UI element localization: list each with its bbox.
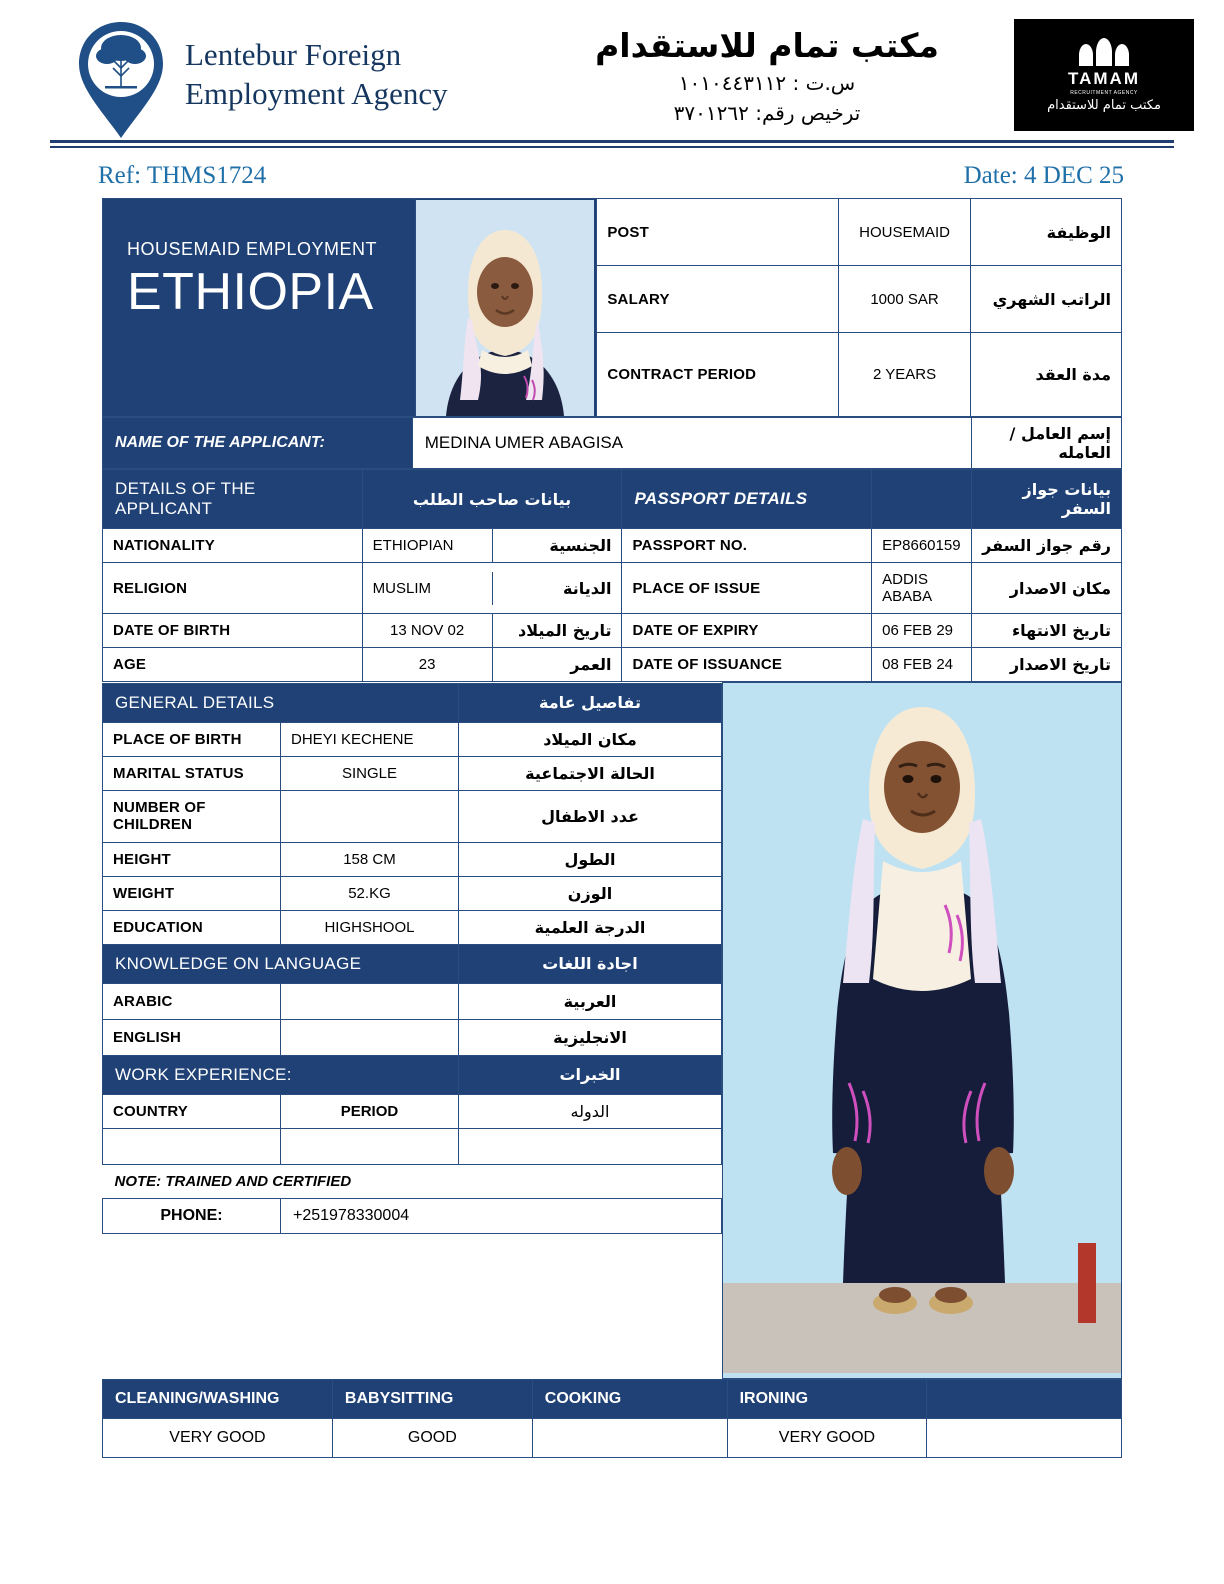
work-experience-header-arabic: الخبرات: [458, 1055, 721, 1094]
english-language-arabic: الانجليزية: [458, 1019, 721, 1055]
contract-period-arabic: مدة العقد: [970, 333, 1121, 417]
weight-arabic: الوزن: [458, 876, 721, 910]
english-language-label: ENGLISH: [103, 1019, 281, 1055]
children-value: [280, 790, 458, 842]
details-table: [102, 469, 1122, 682]
country-column-header: COUNTRY: [103, 1094, 281, 1128]
nationality-arabic: الجنسية: [549, 536, 612, 555]
agency-name: [185, 36, 448, 114]
applicant-name-value: MEDINA UMER ABAGISA: [412, 418, 971, 469]
marital-status-arabic: الحالة الاجتماعية: [458, 756, 721, 790]
salary-value: 1000 SAR: [839, 266, 970, 333]
issuance-arabic: تاريخ الاصدار: [972, 648, 1122, 682]
skill-value-cooking: [532, 1419, 727, 1458]
arabic-cr-number: س.ت : ١٠١٠٤٤٣١١٢: [678, 70, 856, 95]
religion-label: RELIGION: [103, 563, 363, 614]
phone-value: +251978330004: [280, 1198, 721, 1233]
tamam-brand-sub: RECRUITMENT AGENCY: [1070, 89, 1138, 96]
document-date: Date: 4 DEC 25: [963, 162, 1124, 189]
place-of-issue-value: ADDIS ABABA: [872, 563, 972, 614]
country-banner: [103, 199, 416, 417]
height-label: HEIGHT: [103, 842, 281, 876]
nationality-label: NATIONALITY: [103, 529, 363, 563]
full-body-photo: [723, 683, 1122, 1379]
dob-label: DATE OF BIRTH: [103, 614, 363, 648]
skill-header-cleaning: CLEANING/WASHING: [103, 1380, 333, 1419]
salary-label: SALARY: [597, 266, 839, 333]
children-label: NUMBER OF CHILDREN: [103, 790, 281, 842]
header-divider: [0, 140, 1224, 148]
issuance-label: DATE OF ISSUANCE: [622, 648, 872, 682]
ref-number: Ref: THMS1724: [98, 162, 267, 189]
passport-no-value: EP8660159: [872, 529, 972, 563]
country-column-arabic: الدوله: [458, 1094, 721, 1128]
salary-arabic: الراتب الشهري: [970, 266, 1121, 333]
general-details-header: GENERAL DETAILS: [103, 683, 459, 722]
weight-value: 52.KG: [280, 876, 458, 910]
details-header-right-arabic: بيانات جواز السفر: [972, 470, 1122, 529]
tamam-brand-name: TAMAM: [1068, 68, 1140, 88]
skill-header-ironing: IRONING: [727, 1380, 927, 1419]
tree-logo-icon: [75, 20, 167, 130]
skill-value-extra: [927, 1419, 1122, 1458]
age-label: AGE: [103, 648, 363, 682]
agency-name-line2: Employment Agency: [185, 76, 448, 111]
details-header-left-arabic: بيانات صاحب الطلب: [362, 470, 622, 529]
weight-label: WEIGHT: [103, 876, 281, 910]
age-arabic: العمر: [570, 655, 612, 674]
place-of-birth-label: PLACE OF BIRTH: [103, 722, 281, 756]
document-header: [0, 0, 1224, 140]
agency-logo-block: [20, 20, 540, 130]
post-details-table: [102, 198, 1122, 417]
skill-header-cooking: COOKING: [532, 1380, 727, 1419]
language-header: KNOWLEDGE ON LANGUAGE: [103, 944, 459, 983]
banner-subtitle: HOUSEMAID EMPLOYMENT: [127, 239, 378, 259]
expiry-label: DATE OF EXPIRY: [622, 614, 872, 648]
tamam-logo: [1014, 19, 1194, 131]
religion-arabic: الديانة: [563, 578, 612, 598]
work-row-arabic: [458, 1128, 721, 1164]
english-language-value: [280, 1019, 458, 1055]
work-row-country: [103, 1128, 281, 1164]
education-arabic: الدرجة العلمية: [458, 910, 721, 944]
banner-country: ETHIOPIA: [127, 263, 374, 321]
skill-header-babysitting: BABYSITTING: [332, 1380, 532, 1419]
general-details-header-arabic: تفاصيل عامة: [458, 683, 721, 722]
height-arabic: الطول: [458, 842, 721, 876]
passport-no-label: PASSPORT NO.: [622, 529, 872, 563]
applicant-name-table: [102, 417, 1122, 469]
details-header-right: PASSPORT DETAILS: [622, 470, 872, 529]
expiry-value: 06 FEB 29: [872, 614, 972, 648]
skill-value-cleaning: VERY GOOD: [103, 1419, 333, 1458]
skill-value-babysitting: GOOD: [332, 1419, 532, 1458]
skill-value-ironing: VERY GOOD: [727, 1419, 927, 1458]
dob-value: 13 NOV 02: [363, 614, 492, 647]
contract-period-label: CONTRACT PERIOD: [597, 333, 839, 417]
arabic-language-arabic: العربية: [458, 983, 721, 1019]
note-text: NOTE: TRAINED AND CERTIFIED: [103, 1164, 722, 1198]
contract-period-value: 2 YEARS: [839, 333, 970, 417]
height-value: 158 CM: [280, 842, 458, 876]
education-label: EDUCATION: [103, 910, 281, 944]
age-value: 23: [363, 648, 492, 681]
marital-status-label: MARITAL STATUS: [103, 756, 281, 790]
marital-status-value: SINGLE: [280, 756, 458, 790]
nationality-value: ETHIOPIAN: [363, 529, 492, 562]
place-of-birth-arabic: مكان الميلاد: [458, 722, 721, 756]
work-experience-header: WORK EXPERIENCE:: [103, 1055, 459, 1094]
religion-value: MUSLIM: [363, 572, 492, 605]
arabic-header-block: [540, 26, 1014, 125]
phone-label: PHONE:: [103, 1198, 281, 1233]
children-arabic: عدد الاطفال: [458, 790, 721, 842]
people-icon: [1079, 38, 1129, 66]
education-value: HIGHSHOOL: [280, 910, 458, 944]
lower-section-table: [102, 682, 1122, 1379]
post-value: HOUSEMAID: [839, 199, 970, 266]
arabic-license-number: ترخيص رقم: ٣٧٠١٢٦٢: [673, 100, 861, 125]
language-header-arabic: اجادة اللغات: [458, 944, 721, 983]
details-header-left: DETAILS OF THE APPLICANT: [103, 470, 363, 529]
post-arabic: الوظيفة: [970, 199, 1121, 266]
agency-name-line1: Lentebur Foreign: [185, 37, 402, 73]
applicant-name-arabic: إسم العامل / العامله: [972, 418, 1122, 469]
passport-photo: [415, 199, 597, 417]
reference-line: [0, 148, 1224, 198]
dob-arabic: تاريخ الميلاد: [518, 621, 612, 640]
skill-header-extra: [927, 1380, 1122, 1419]
arabic-agency-title: مكتب تمام للاستقدام: [595, 25, 939, 65]
arabic-language-value: [280, 983, 458, 1019]
place-of-issue-arabic: مكان الاصدار: [972, 563, 1122, 614]
applicant-name-label: NAME OF THE APPLICANT:: [103, 418, 413, 469]
period-column-header: PERIOD: [280, 1094, 458, 1128]
arabic-language-label: ARABIC: [103, 983, 281, 1019]
skills-table: [102, 1379, 1122, 1458]
place-of-issue-label: PLACE OF ISSUE: [622, 563, 872, 614]
passport-no-arabic: رقم جواز السفر: [972, 529, 1122, 563]
expiry-arabic: تاريخ الانتهاء: [972, 614, 1122, 648]
post-label: POST: [597, 199, 839, 266]
tamam-brand-arabic: مكتب تمام للاستقدام: [1047, 97, 1161, 113]
place-of-birth-value: DHEYI KECHENE: [280, 722, 458, 756]
issuance-value: 08 FEB 24: [872, 648, 972, 682]
work-row-period: [280, 1128, 458, 1164]
